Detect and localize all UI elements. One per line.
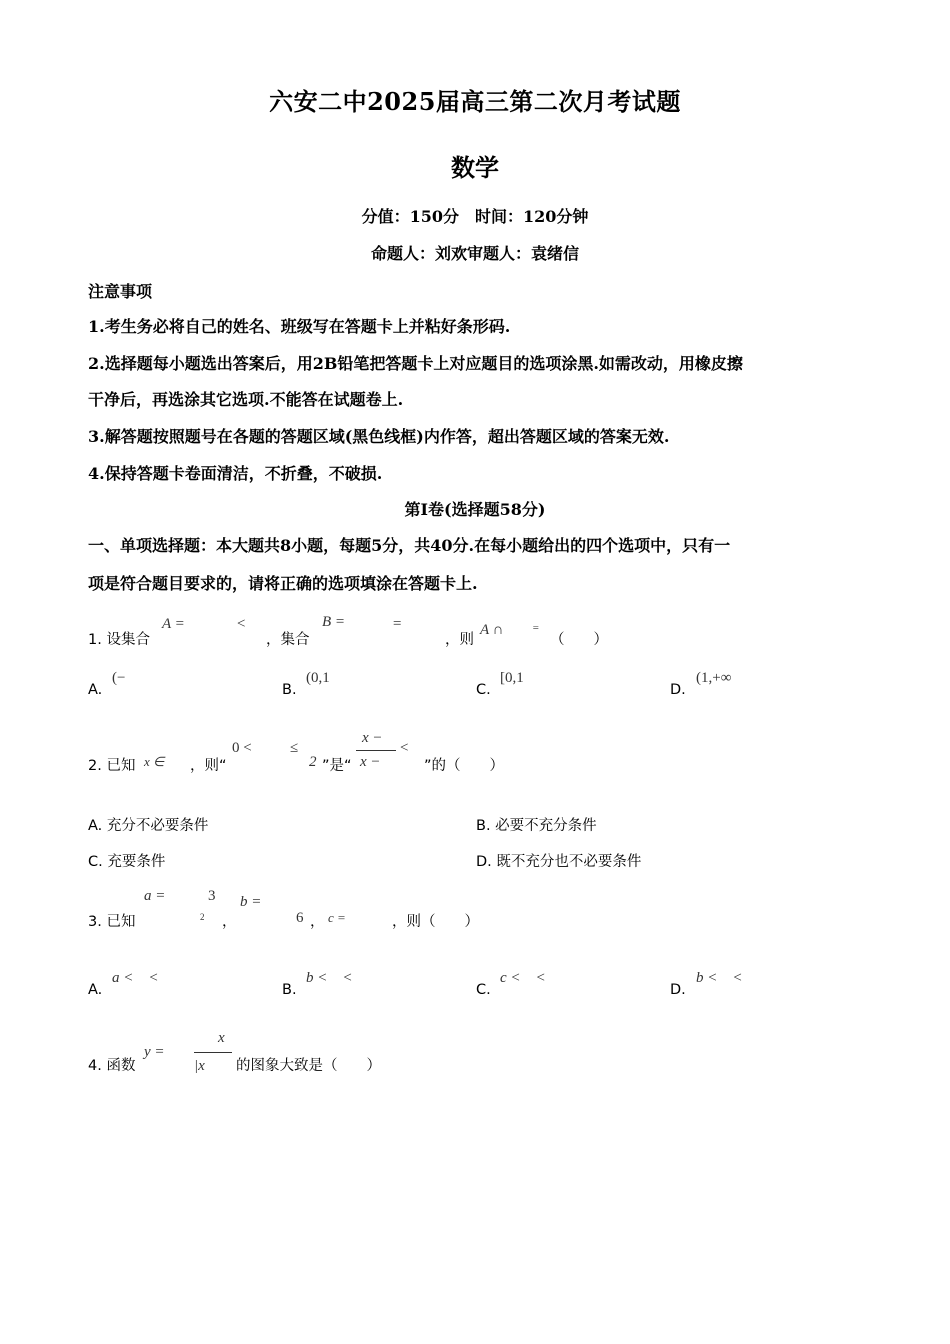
q4-suffix: 的图象大致是（ ）: [236, 1058, 381, 1074]
q2-frac-bar: [356, 750, 396, 751]
q2-option-b: [476, 814, 597, 835]
q3-option-d-label: D.: [670, 982, 686, 998]
authors: 命题人：刘欢审题人：袁绪信: [370, 244, 579, 263]
q2-suffix: ”的（ ）: [424, 758, 505, 774]
q1-set-b-op: =: [392, 616, 403, 632]
exam-subject: 数学: [451, 153, 499, 182]
q1-option-b: (0,1: [306, 670, 330, 686]
q4-y: y =: [144, 1044, 165, 1060]
q3-b: b =: [240, 894, 262, 910]
q4-frac-bar: [194, 1052, 232, 1053]
q3-a: a =: [144, 888, 166, 904]
q4-frac-bottom: |x: [194, 1058, 205, 1074]
q2-option-d-label: D.: [476, 854, 492, 870]
q2-option-a-label: A.: [88, 818, 103, 834]
note-1: 1.考生务必将自己的姓名、班级写在答题卡上并粘好条形码.: [88, 317, 511, 336]
q3-option-b-label: B.: [282, 982, 297, 998]
q3-b-val: 6: [296, 910, 304, 926]
q1-intersection: A ∩: [480, 622, 504, 638]
q3-option-a-label: A.: [88, 982, 103, 998]
q2-option-d: [476, 850, 641, 871]
q1-prefix: 1. 设集合: [88, 632, 150, 648]
q3-c: c =: [328, 910, 346, 925]
q2-mid2: ”是“: [322, 758, 352, 774]
note-2: 2.选择题每小题选出答案后，用2B铅笔把答题卡上对应题目的选项涂黑.如需改动，用橡皮擦: [88, 354, 743, 373]
q3-sep2: ，: [310, 914, 325, 930]
note-4: 4.保持答题卡卷面清洁，不折叠，不破损.: [88, 464, 383, 483]
q3-option-b: b < <: [306, 970, 353, 986]
q1-option-a-label: A.: [88, 682, 103, 698]
q1-option-d: (1,+∞: [696, 670, 732, 686]
q2-cond-right: 2: [309, 754, 317, 770]
section-instructions-1: 一、单项选择题：本大题共8小题，每题5分，共40分.在每小题给出的四个选项中，只有一: [88, 536, 731, 555]
q2-option-a-text: 充分不必要条件: [106, 818, 209, 834]
q2-prefix: 2. 已知: [88, 758, 136, 774]
note-2-cont: 干净后，再选涂其它选项.不能答在试题卷上.: [88, 390, 404, 409]
section-title: 第Ⅰ卷(选择题58分): [404, 500, 546, 519]
q1-option-c-label: C.: [476, 682, 491, 698]
q2-option-b-label: B.: [476, 818, 491, 834]
q3-option-a: a < <: [112, 970, 159, 986]
q1-option-a: (−: [112, 670, 126, 686]
notes-heading: 注意事项: [88, 282, 153, 301]
q2-option-a: [88, 814, 208, 835]
q1-set-b: B =: [322, 614, 346, 630]
q3-prefix: 3. 已知: [88, 914, 136, 930]
q4-frac-top: x: [218, 1030, 225, 1046]
q3-a-sub: 2: [200, 912, 205, 922]
q4-prefix: 4. 函数: [88, 1058, 136, 1074]
q2-var: x ∈: [144, 754, 165, 769]
exam-title: 六安二中2025届高三第二次月考试题: [269, 87, 681, 116]
q2-option-c-text: 充要条件: [107, 854, 166, 870]
q1-suffix: （ ）: [550, 632, 608, 648]
q2-option-c: [88, 850, 165, 871]
q2-frac-top: x −: [362, 730, 383, 746]
q3-suffix: ，则（ ）: [392, 914, 479, 930]
q2-mid1: ，则“: [190, 758, 227, 774]
q2-option-d-text: 既不充分也不必要条件: [496, 854, 642, 870]
q2-cond-op: ≤: [290, 740, 299, 756]
note-3: 3.解答题按照题号在各题的答题区域(黑色线框)内作答，超出答题区域的答案无效.: [88, 427, 670, 446]
q2-option-c-label: C.: [88, 854, 103, 870]
q3-option-d: b < <: [696, 970, 743, 986]
q2-frac-bottom: x −: [360, 754, 381, 770]
q1-mid2: ，则: [445, 632, 474, 648]
q1-option-d-label: D.: [670, 682, 686, 698]
q1-option-b-label: B.: [282, 682, 297, 698]
score-time: 分值：150分 时间：120分钟: [361, 207, 589, 226]
q1-option-c: [0,1: [500, 670, 524, 686]
q2-frac-op: <: [400, 740, 409, 756]
q1-mid1: ，集合: [266, 632, 310, 648]
q2-option-b-text: 必要不充分条件: [495, 818, 597, 834]
q1-set-a: A =: [162, 616, 185, 632]
section-instructions-2: 项是符合题目要求的，请将正确的选项填涂在答题卡上.: [88, 574, 478, 593]
q2-cond-left: 0 <: [232, 740, 252, 756]
q1-intersection-op: =: [532, 622, 540, 634]
q1-set-a-op: <: [236, 616, 247, 632]
q3-option-c: c < <: [500, 970, 546, 986]
q3-option-c-label: C.: [476, 982, 491, 998]
q3-sep1: ，: [222, 914, 237, 930]
q3-a-val: 3: [208, 888, 216, 904]
